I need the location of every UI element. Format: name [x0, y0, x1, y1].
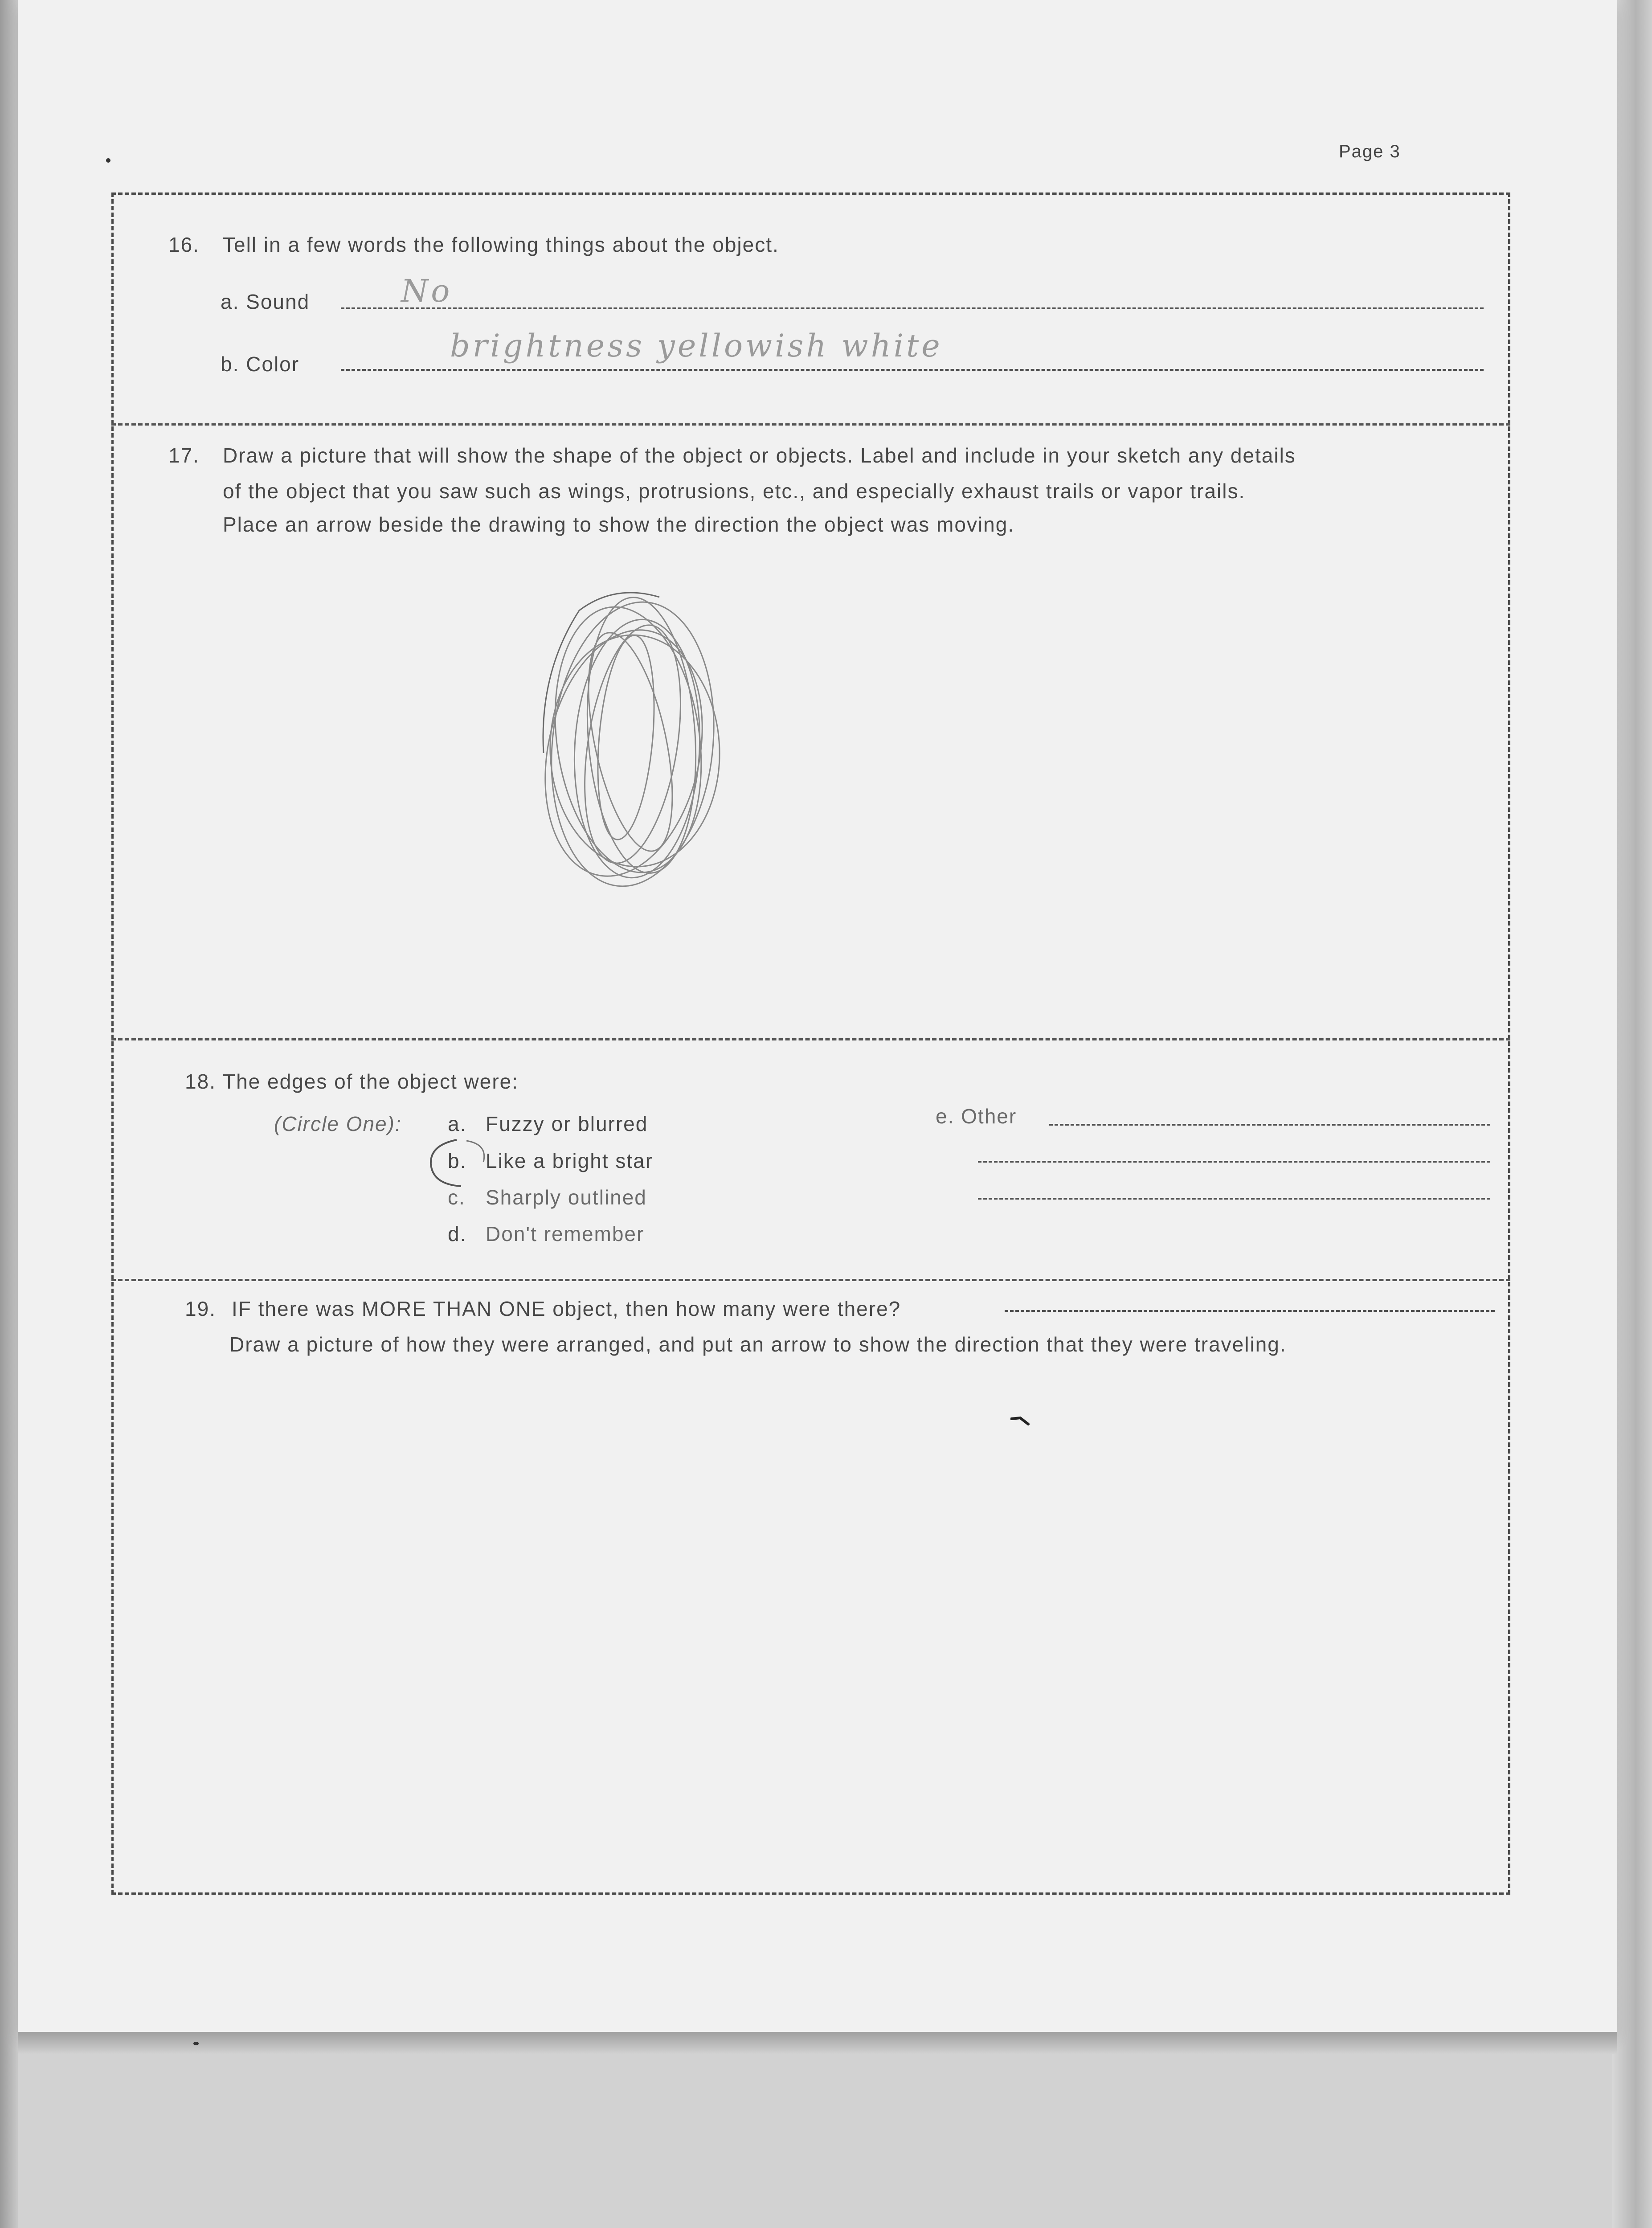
color-answer: brightness yellowish white	[450, 328, 943, 364]
section-divider	[111, 423, 1510, 426]
q16-number: 16.	[168, 233, 200, 256]
other-line-2	[978, 1161, 1490, 1163]
option-d-letter: d.	[448, 1222, 467, 1245]
q18-prompt: The edges of the object were:	[223, 1070, 519, 1093]
q16-sound-label: a. Sound	[221, 290, 310, 313]
option-a-letter: a.	[448, 1112, 467, 1135]
q17-line-2: of the object that you saw such as wings, protrusions, etc., and especially exhaust trails or vapor trails.	[223, 479, 1246, 503]
option-c-text: Sharply outlined	[486, 1186, 647, 1209]
q16-color-label: b. Color	[221, 352, 300, 376]
film-edge-left	[0, 0, 18, 2228]
q19-line-2: Draw a picture of how they were arranged, and put an arrow to show the direction that they were traveling.	[229, 1333, 1287, 1356]
q17-number: 17.	[168, 444, 200, 467]
q19-prompt: IF there was MORE THAN ONE object, then how many were there?	[232, 1297, 901, 1320]
q19-number: 19.	[185, 1297, 216, 1320]
option-b-letter: b.	[448, 1149, 467, 1172]
object-sketch	[526, 584, 740, 905]
circle-one-instruction: (Circle One):	[274, 1112, 402, 1135]
speck	[106, 158, 110, 163]
page-number: Page 3	[1339, 142, 1401, 161]
q17-line-3: Place an arrow beside the drawing to show the direction the object was moving.	[223, 513, 1015, 536]
other-line-1	[1049, 1124, 1490, 1126]
film-smudge	[0, 2183, 116, 2228]
q16-prompt: Tell in a few words the following things about the object.	[223, 233, 779, 256]
film-edge-right	[1612, 0, 1652, 2228]
section-divider	[111, 1038, 1510, 1040]
option-d-text: Don't remember	[486, 1222, 645, 1245]
page-shadow	[18, 2032, 1617, 2054]
option-b-text: Like a bright star	[486, 1149, 654, 1172]
option-e-label: e. Other	[936, 1105, 1017, 1128]
count-answer-line	[1005, 1310, 1495, 1312]
q18-number: 18.	[185, 1070, 216, 1093]
color-answer-line	[341, 369, 1484, 371]
sound-answer-line	[341, 307, 1484, 309]
other-line-3	[978, 1198, 1490, 1200]
stray-pencil-mark	[1010, 1416, 1030, 1426]
q17-line-1: Draw a picture that will show the shape of the object or objects. Label and include in your sketch any details	[223, 444, 1296, 467]
speck	[193, 2042, 199, 2045]
sound-answer: No	[401, 273, 453, 309]
option-c-letter: c.	[448, 1186, 466, 1209]
selected-answer-circle	[425, 1136, 515, 1190]
option-a-text: Fuzzy or blurred	[486, 1112, 648, 1135]
section-divider	[111, 1279, 1510, 1281]
